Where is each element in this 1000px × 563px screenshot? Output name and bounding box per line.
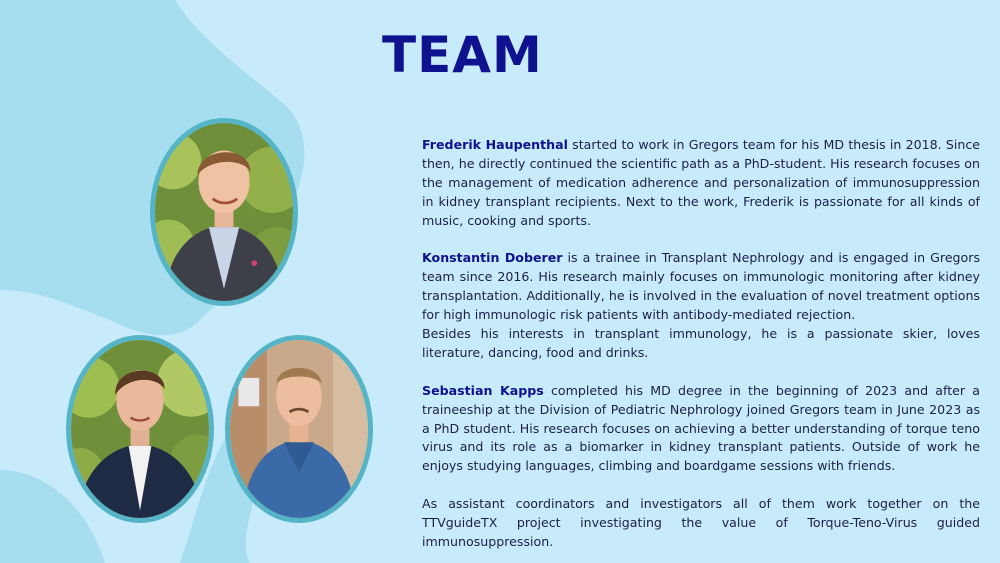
photo-sebastian-kapps <box>225 335 373 523</box>
closing-paragraph: As assistant coordinators and investigators all of them work together on the TTVguideTX project investigating the value of Torque-Teno-Virus guided immunosuppression. <box>422 496 980 549</box>
member-bio: completed his MD degree in the beginning of 2023 and after a traineeship at the Division of Pediatric Nephrology joined Gregors team in June 2023 as a PhD student. His research focuses on achieving a better understanding of torque teno virus and its role as a biomarker in kidney transplant patients. Outside of work he enjoys studying languages, climbing and boardgame sessions with friends. <box>422 382 981 474</box>
page-title: TEAM <box>382 26 543 84</box>
team-description <box>422 136 980 552</box>
member-bio: started to work in Gregors team for his MD thesis in 2018. Since then, he directly continued the scientific path as a PhD-student. His research focuses on the management of medication adherence and personalization of immunosuppression in kidney transplant recipients. Next to the work, Frederik is passionate for all kinds of music, cooking and sports. <box>422 137 980 228</box>
bio-konstantin-extra: Besides his interests in transplant immunology, he is a passionate skier, loves literature, dancing, food and drinks. <box>422 326 980 360</box>
photo-konstantin-doberer <box>66 335 214 523</box>
member-name: Sebastian Kapps <box>422 382 544 398</box>
bio-sebastian <box>422 382 980 477</box>
member-bio: is a trainee in Transplant Nephrology and is engaged in Gregors team since 2016. His research mainly focuses on immunologic monitoring after kidney transplantation. Additionally, he is involved in the evaluation of novel treatment options for high immunologic risk patients with antibody-mediated rejection. <box>422 250 980 323</box>
member-name: Konstantin Doberer <box>422 250 563 266</box>
photo-frederik-haupenthal <box>150 118 298 306</box>
bio-konstantin <box>422 249 980 325</box>
bio-frederik <box>422 136 980 231</box>
member-name: Frederik Haupenthal <box>422 137 568 152</box>
